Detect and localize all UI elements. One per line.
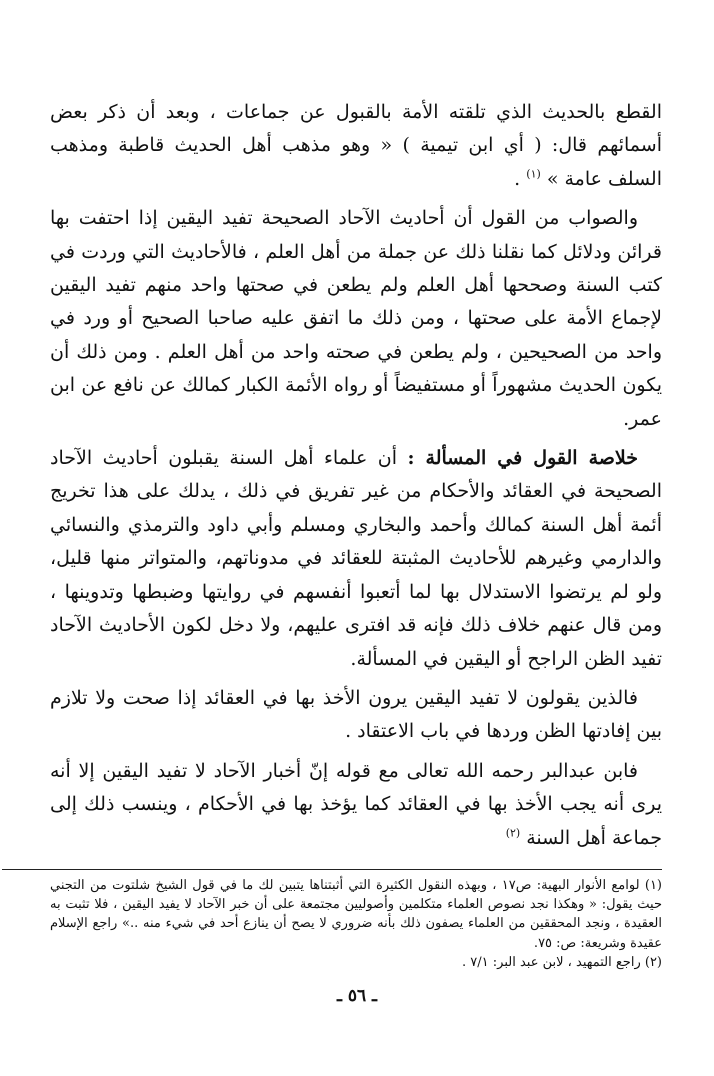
paragraph-text: القطع بالحديث الذي تلقته الأمة بالقبول عن جماعات ، وبعد أن ذكر بعض أسمائهم قال: ( أي ابن تيمية ) « وهو مذهب أهل الحديث قاطبة ومذهب السلف عامة »	[50, 101, 662, 190]
paragraph-text: والصواب من القول أن أحاديث الآحاد الصحيحة تفيد اليقين إذا احتفت بها قرائن ودلائل كما نقلنا ذلك عن جملة من أهل العلم ، فالأحاديث التي وردت في كتب السنة وصححها أهل العلم ولم يطعن في صحتها واحد منهم تفيد اليقين لإجماع الأمة على صحتها ، ومن ذلك ما اتفق عليه صاحبا الصحيح أو ورد في واحد من الصحيحين ، ولم يطعن في صحته واحد من أهل العلم . ومن ذلك أن يكون الحديث مشهوراً أو مستفيضاً أو رواه الأئمة الكبار كمالك عن نافع عن ابن عمر.	[50, 207, 662, 430]
paragraph	[50, 755, 662, 855]
paragraph	[50, 202, 662, 436]
footnote: (١) لوامع الأنوار البهية: ص١٧ ، وبهذه النقول الكثيرة التي أثبتناها يتبين لك ما في قول الشيخ شلتوت من التجني حيث يقول: « وهكذا نجد نصوص العلماء متكلمين وأصوليين مجتمعة على أن خبر الآحاد لا يفيد اليقين ، فلا تثبت به العقيدة ، ونجد المحققين من العلماء يصفون ذلك بأنه ضروري لا يصح أن ينازع أحد في شيء منه ..» راجع الإسلام عقيدة وشريعة: ص: ٧٥.	[50, 877, 663, 951]
body-text	[50, 96, 662, 855]
footnotes	[50, 876, 662, 972]
footnote: (٢) راجع التمهيد ، لابن عبد البر: ٧/١ .	[462, 954, 662, 970]
paragraph-heading: خلاصة القول في المسألة :	[407, 447, 638, 470]
page-number: ـ ٥٦ ـ	[336, 986, 378, 1006]
paragraph	[50, 96, 662, 196]
paragraph-tail: .	[514, 167, 521, 190]
paragraph	[50, 442, 662, 676]
paragraph-text: فالذين يقولون لا تفيد اليقين يرون الأخذ بها في العقائد إذا صحت ولا تلازم بين إفادتها الظن وردها في باب الاعتقاد .	[50, 686, 662, 743]
footnote-ref: (١)	[526, 167, 541, 181]
paragraph-text: أن علماء أهل السنة يقبلون أحاديث الآحاد الصحيحة في العقائد والأحكام من غير تفريق في ذلك ، يدلك على هذا تخريج أئمة أهل السنة كمالك وأحمد والبخاري ومسلم وأبي داود والترمذي والنسائي والدارمي وغيرهم للأحاديث المثبتة للعقائد في مدوناتهم، والمتواتر منها قليل، ولو لم يرتضوا الاستدلال بها لما أتعبوا أنفسهم في روايتها وضبطها وتدوينها ، ومن قال عنهم خلاف ذلك فإنه قد افترى عليهم، ولا دخل لكون الأحاديث الآحاد تفيد الظن الراجح أو اليقين في المسألة.	[50, 447, 662, 670]
footnote-ref: (٢)	[505, 826, 521, 840]
footnote-divider	[2, 869, 662, 870]
paragraph-text: فابن عبدالبر رحمه الله تعالى مع قوله إنّ أخبار الآحاد لا تفيد اليقين إلا أنه يرى أنه يجب الأخذ بها في العقائد كما يؤخذ بها في الأحكام ، وينسب ذلك إلى جماعة أهل السنة	[50, 759, 662, 849]
paragraph	[50, 682, 662, 749]
